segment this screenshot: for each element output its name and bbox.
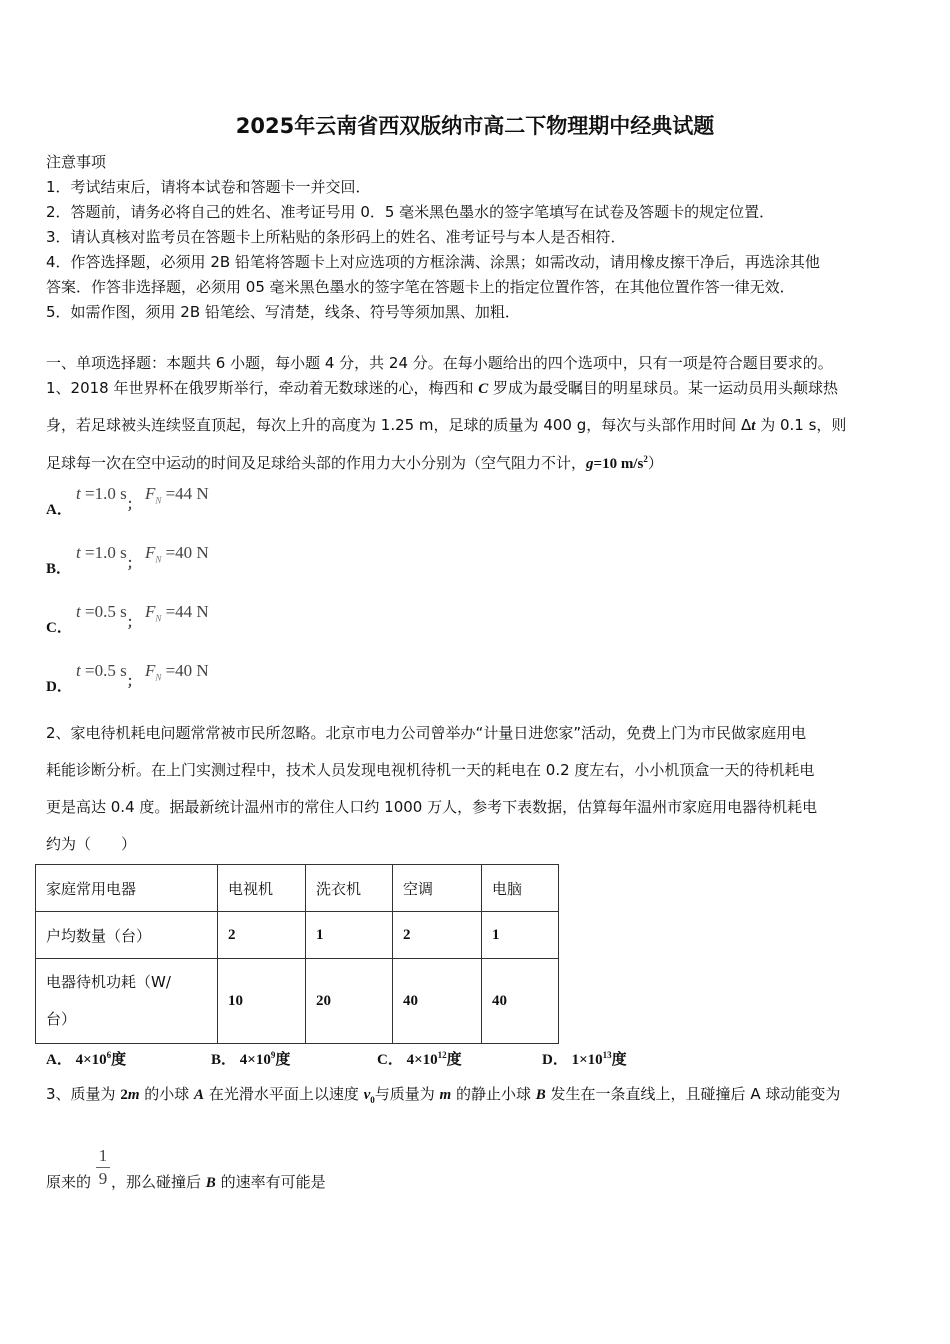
q2-line-1: 2、家电待机耗电问题常常被市民所忽略。北京市电力公司曾举办“计量日进您家”活动，免费上门为市民做家庭用电 bbox=[46, 724, 807, 742]
table-cell: 10 bbox=[218, 959, 306, 1044]
table-cell: 2 bbox=[218, 912, 306, 959]
q1-text: ） bbox=[647, 454, 663, 472]
table-cell: 20 bbox=[306, 959, 393, 1044]
q1-text: =10 m/s bbox=[593, 456, 644, 472]
table-cell: 40 bbox=[393, 959, 482, 1044]
notice-item-5: 5．如需作图，须用 2B 铅笔绘、写清楚，线条、符号等须加黑、加粗． bbox=[46, 303, 520, 321]
q2-option-d[interactable]: D． $1\times 10^{13}$度 bbox=[542, 1050, 627, 1068]
q3-line-1: 3、质量为 2m 的小球 A 在光滑水平面上以速度 $v_0$与质量为 m 的静止小球 B 发生在一条直线上，且碰撞后 A 球动能变为 bbox=[46, 1085, 841, 1105]
table-header-row bbox=[36, 865, 559, 912]
q2-option-c[interactable]: C． $4\times 10^{12}$度 bbox=[377, 1050, 462, 1068]
q1-text: 1、2018 年世界杯在俄罗斯举行，牵动着无数球迷的心，梅西和 bbox=[46, 379, 479, 397]
option-formula: t =0.5 $s_;$ $F_N =40$ N bbox=[76, 661, 209, 690]
q2-line-3: 更是高达 0.4 度。据最新统计温州市的常住人口约 1000 万人，参考下表数据，估算每年温州市家庭用电器待机耗电 bbox=[46, 798, 818, 816]
table-header-cell: 电视机 bbox=[218, 865, 306, 912]
table-cell: 1 bbox=[306, 912, 393, 959]
table-row-label: 电器待机功耗（W/ 台） bbox=[36, 959, 218, 1044]
notice-item-4-cont: 答案．作答非选择题，必须用 05 毫米黑色墨水的签字笔在答题卡上的指定位置作答，在其他位置作答一律无效． bbox=[46, 278, 795, 296]
table-row bbox=[36, 959, 559, 1044]
notice-item-3: 3．请认真核对监考员在答题卡上所粘贴的条形码上的姓名、准考证号与本人是否相符． bbox=[46, 228, 626, 246]
table-cell: 2 bbox=[393, 912, 482, 959]
q1-var-g: g bbox=[586, 456, 594, 472]
q1-line-1 bbox=[46, 377, 838, 398]
notice-item-1: 1．考试结束后，请将本试卷和答题卡一并交回． bbox=[46, 178, 371, 196]
option-label: C． bbox=[46, 620, 72, 636]
q1-text: 罗成为最受瞩目的明星球员。某一运动员用头颠球热 bbox=[488, 379, 839, 397]
q1-text: 为 0.1 s，则 bbox=[755, 416, 847, 434]
q1-var-c: C bbox=[478, 381, 489, 397]
table-row-label: 户均数量（台） bbox=[36, 912, 218, 959]
table-header-cell: 家庭常用电器 bbox=[36, 865, 218, 912]
fraction-bar bbox=[96, 1167, 110, 1168]
appliance-table bbox=[35, 864, 559, 1044]
section-heading: 一、单项选择题：本题共 6 小题，每小题 4 分，共 24 分。在每小题给出的四个选项中，只有一项是符合题目要求的。 bbox=[46, 354, 833, 372]
q1-text: 足球每一次在空中运动的时间及足球给头部的作用力大小分别为（空气阻力不计， bbox=[46, 454, 587, 472]
q1-var-t: t bbox=[751, 418, 756, 434]
q2-line-4: 约为（ ） bbox=[46, 835, 137, 853]
table-header-cell: 空调 bbox=[393, 865, 482, 912]
table-row bbox=[36, 912, 559, 959]
notice-heading: 注意事项 bbox=[46, 153, 107, 171]
q2-option-b[interactable]: B． $4\times 10^9$度 bbox=[211, 1050, 291, 1068]
option-label: A． bbox=[46, 502, 72, 518]
q1-line-3 bbox=[46, 452, 663, 473]
option-formula: t =0.5 $s_;$ $F_N =44$ N bbox=[76, 602, 209, 631]
option-formula: t =1.0 $s_;$ $F_N =40$ N bbox=[76, 543, 209, 572]
table-cell: 40 bbox=[482, 959, 559, 1044]
q1-text: 身，若足球被头连续竖直顶起，每次上升的高度为 1.25 m，足球的质量为 400 g，每次与头部作用时间 Δ bbox=[46, 416, 752, 434]
page-title: 2025年云南省西双版纳市高二下物理期中经典试题 bbox=[235, 114, 715, 138]
q2-option-a[interactable]: A． $4\times 10^6$度 bbox=[46, 1050, 127, 1068]
option-label: B． bbox=[46, 561, 72, 577]
table-header-cell: 洗衣机 bbox=[306, 865, 393, 912]
q3-line-2: 原来的 ，那么碰撞后 B 的速率有可能是 bbox=[46, 1173, 326, 1191]
fraction-one-ninth: 1 9 bbox=[96, 1146, 110, 1189]
option-formula: t =1.0 $s_;$ $F_N =44$ N bbox=[76, 484, 209, 513]
q1-sup: 2 bbox=[643, 454, 648, 464]
option-label: D． bbox=[46, 679, 72, 695]
q1-line-2 bbox=[46, 414, 846, 435]
table-cell: 1 bbox=[482, 912, 559, 959]
q2-line-2: 耗能诊断分析。在上门实测过程中，技术人员发现电视机待机一天的耗电在 0.2 度左右，小小机顶盒一天的待机耗电 bbox=[46, 761, 815, 779]
table-header-cell: 电脑 bbox=[482, 865, 559, 912]
notice-item-4: 4．作答选择题，必须用 2B 铅笔将答题卡上对应选项的方框涂满、涂黑；如需改动，请用橡皮擦干净后，再选涂其他 bbox=[46, 253, 820, 271]
notice-item-2: 2．答题前，请务必将自己的姓名、准考证号用 0．5 毫米黑色墨水的签字笔填写在试卷及答题卡的规定位置． bbox=[46, 203, 775, 221]
